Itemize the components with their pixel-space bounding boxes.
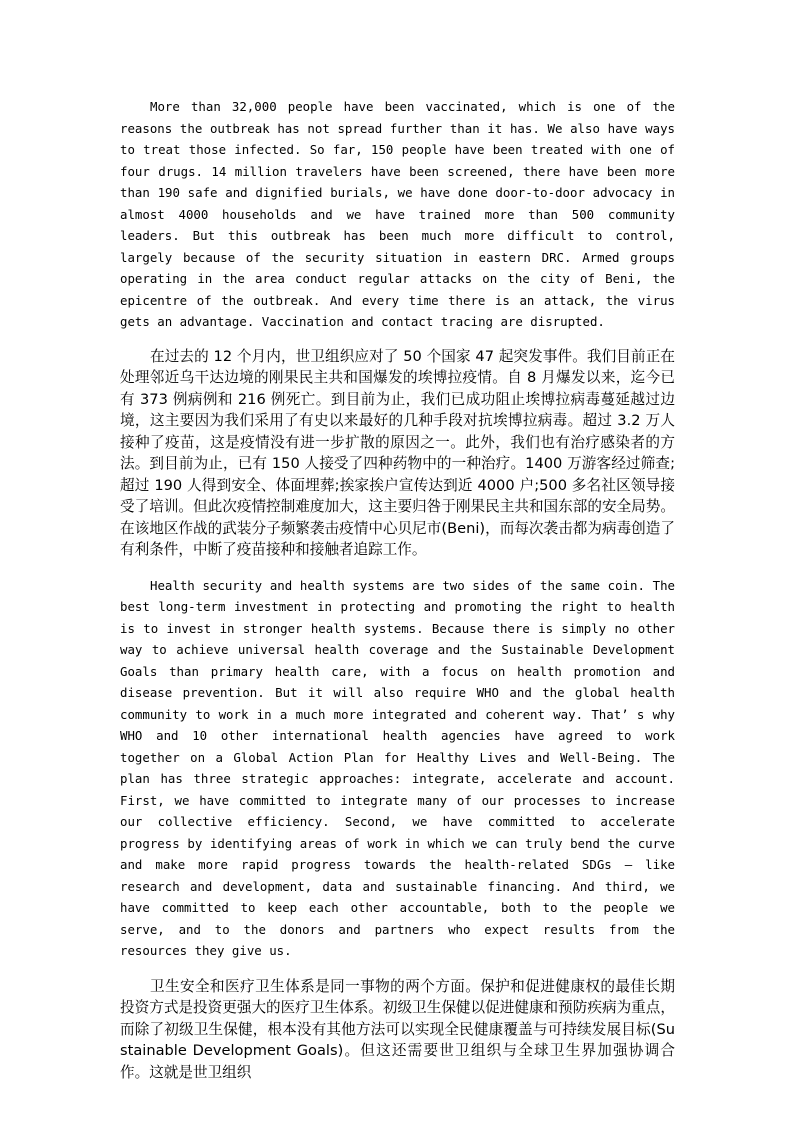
paragraph-english-health-security: Health security and health systems are two sides of the same coin. The best long-term investment in protecting and promoting the right to health is to invest in stronger health systems. Because there is simply no other way to achieve universal health coverage and the Sustainable Development Goals than primary health care, with a focus on health promotion and disease prevention. But it will also require WHO and the global health community to work in a much more integrated and coherent way. That’ s why WHO and 10 other international health agencies have agreed to work together on a Global Action Plan for Healthy Lives and Well-Being. The plan has three strategic approaches: integrate, accelerate and account. First, we have committed to integrate many of our processes to increase our collective efficiency. Second, we have committed to accelerate progress by identifying areas of work in which we can truly bend the curve and make more rapid progress towards the health-related SDGs – like research and development, data and sustainable financing. And third, we have committed to keep each other accountable, both to the people we serve, and to the donors and partners who expect results from the resources they give us.: [120, 577, 675, 958]
text-column: [120, 96, 675, 1083]
paragraph-english-ebola-response: More than 32,000 people have been vaccinated, which is one of the reasons the outbreak has not spread further than it has. We also have ways to treat those infected. So far, 150 people have been treated with one of four drugs. 14 million travelers have been screened, there have been more than 190 safe and dignified burials, we have done door-to-door advocacy in almost 4000 households and we have trained more than 500 community leaders. But this outbreak has been much more difficult to control, largely because of the security situation in eastern DRC. Armed groups operating in the area conduct regular attacks on the city of Beni, the epicentre of the outbreak. And every time there is an attack, the virus gets an advantage. Vaccination and contact tracing are disrupted.: [120, 99, 675, 329]
paragraph-spacer: [120, 561, 675, 575]
paragraph-chinese-health-security: 卫生安全和医疗卫生体系是同一事物的两个方面。保护和促进健康权的最佳长期投资方式是投资更强大的医疗卫生体系。初级卫生保健以促进健康和预防疾病为重点，而除了初级卫生保健，根本没有其他方法可以实现全民健康覆盖与可持续发展目标(Sustainable Development Goals)。但这还需要世卫组织与全球卫生界加强协调合作。这就是世卫组织: [120, 977, 675, 1081]
paragraph-spacer: [120, 962, 675, 976]
paragraph-chinese-health-security-clip: [120, 976, 675, 1084]
paragraph-spacer: [120, 333, 675, 346]
paragraph-chinese-ebola-response: 在过去的 12 个月内，世卫组织应对了 50 个国家 47 起突发事件。我们目前正在处理邻近乌干达边境的刚果民主共和国爆发的埃博拉疫情。自 8 月爆发以来，迄今已有 373 例病例和 216 例死亡。到目前为止，我们已成功阻止埃博拉病毒蔓延越过边境，这主要因为我们采用了有史以来最好的几种手段对抗埃博拉病毒。超过 3.2 万人接种了疫苗，这是疫情没有进一步扩散的原因之一。此外，我们也有治疗感染者的方法。到目前为止，已有 150 人接受了四种药物中的一种治疗。1400 万游客经过筛查;超过 190 人得到安全、体面埋葬;挨家挨户宣传达到近 4000 户;500 多名社区领导接受了培训。但此次疫情控制难度加大，这主要归咎于刚果民主共和国东部的安全局势。在该地区作战的武装分子频繁袭击疫情中心贝尼市(Beni)，而每次袭击都为病毒创造了有利条件，中断了疫苗接种和接触者追踪工作。: [120, 347, 675, 558]
